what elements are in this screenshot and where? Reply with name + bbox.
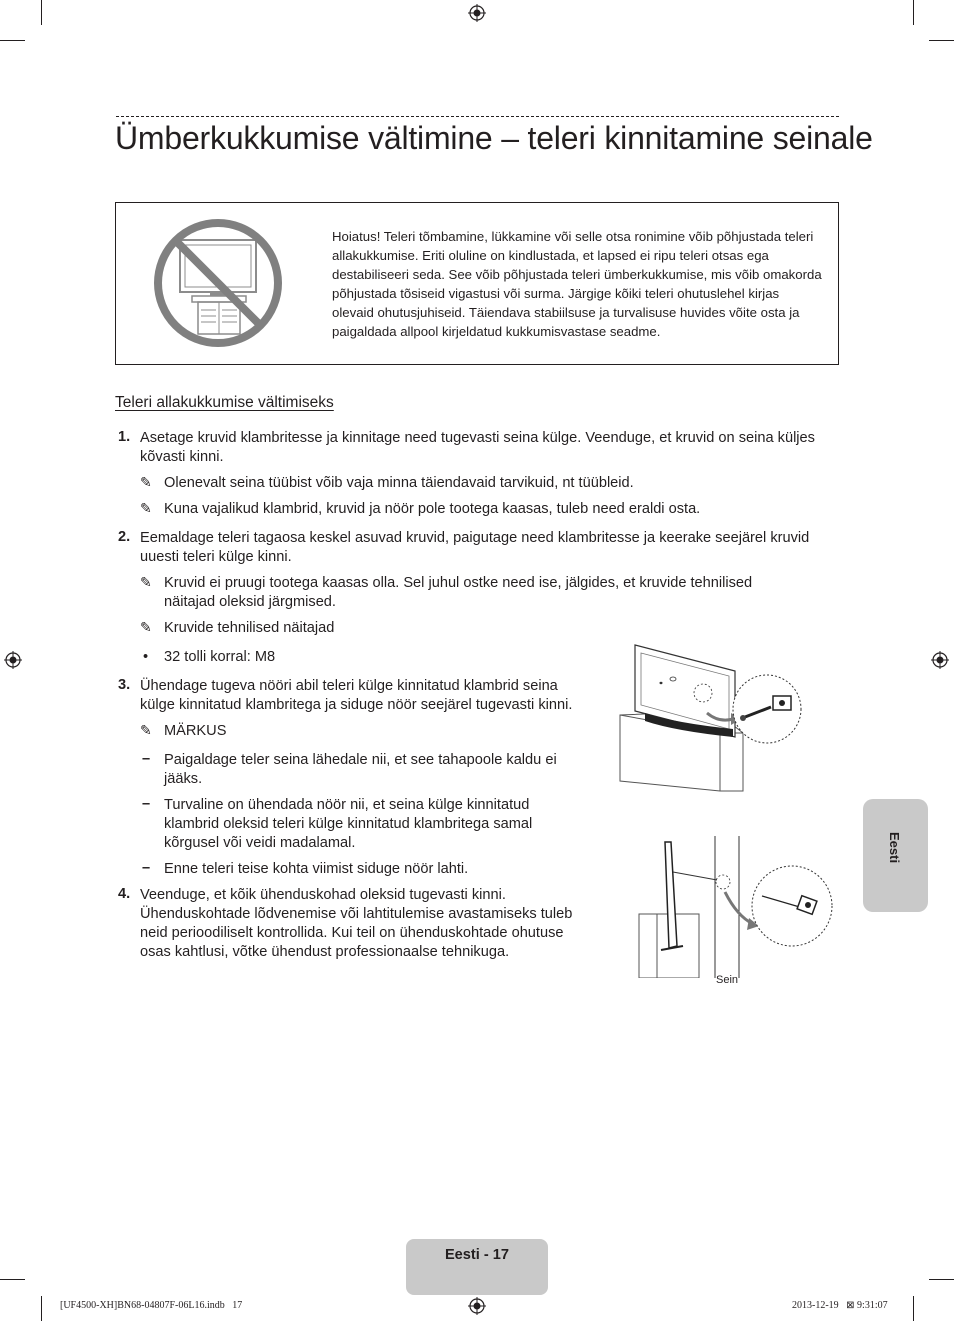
dash-mark: – — [142, 796, 151, 812]
step-text: Veenduge, et kõik ühenduskohad oleksid tugevasti kinni. Ühenduskohtade lõdvenemise või lahtitulemise avastamiseks tuleb neid perioodiliselt kontrollida. Kui teil on ühenduskohtade ohutuse osas kahtlusi, võtke ühendust professionaalse tehnikuga. — [140, 887, 573, 960]
no-climbing-tv-icon — [152, 218, 284, 348]
step-number: 2. — [118, 529, 131, 545]
page-number: Eesti - 17 — [444, 1247, 510, 1263]
step-number: 4. — [118, 886, 131, 902]
crop-mark — [913, 1296, 914, 1321]
dash-item: Enne teleri teise kohta viimist siduge nöör lahti. — [164, 861, 469, 877]
note-text: Kruvid ei pruugi tootega kaasas olla. Sel juhul ostke need ise, jälgides, et kruvide tehnilised näitajad oleksid järgmised. — [164, 575, 753, 610]
crop-mark — [913, 0, 914, 25]
note-icon: ✎ — [140, 474, 152, 490]
crop-mark — [41, 1296, 42, 1321]
step-text: Ühendage tugeva nööri abil teleri külge kinnitatud klambrid seina külge kinnitatud klambritega ja siduge nöör seejärel tugevasti kinni. — [140, 678, 573, 713]
crop-mark — [929, 40, 954, 41]
page-title: Ümberkukkumise vältimine – teleri kinnitamine seinale — [115, 120, 873, 156]
registration-mark-icon — [4, 651, 22, 669]
wall-label: Sein — [716, 974, 739, 986]
bullet-text: 32 tolli korral: M8 — [164, 649, 276, 665]
tv-bracket-illustration — [615, 641, 805, 793]
footer-file-info: [UF4500-XH]BN68-04807F-06L16.indb 17 — [60, 1300, 243, 1311]
registration-mark-icon — [931, 651, 949, 669]
bullet-mark: • — [143, 649, 149, 665]
footer-timestamp: 2013-12-19 ⊠ 9:31:07 — [792, 1300, 888, 1311]
step-text: Eemaldage teleri tagaosa keskel asuvad kruvid, paigutage need klambritesse ja keerake seejärel kruvid uuesti teleri külge kinni. — [140, 530, 810, 565]
dash-mark: – — [142, 860, 151, 876]
registration-mark-icon — [468, 1297, 486, 1315]
note-icon: ✎ — [140, 722, 152, 738]
section-heading: Teleri allakukkumise vältimiseks — [115, 394, 334, 411]
title-rule — [116, 116, 839, 117]
crop-mark — [929, 1279, 954, 1280]
warning-text: Hoiatus! Teleri tõmbamine, lükkamine või selle otsa ronimine võib põhjustada teleri allakukkumise. Eriti oluline on kindlustada, et lapsed ei ripu teleri otsas ega destabiliseeri seda. See võib põhjustada teleri ümberkukkumise, mis võib omakorda põhjustada tõsiseid vigastusi või surma. Järgige kõiki teleri ohutuslehel kirjas olevaid ohutusjuhiseid. Täiendava stabiilsuse ja turvalisuse huvides võite osta ja paigaldada allpool kirjeldatud kukkumisvastase seadme. — [332, 229, 822, 339]
step-number: 1. — [118, 429, 131, 445]
note-icon: ✎ — [140, 500, 152, 516]
note-icon: ✎ — [140, 574, 152, 590]
crop-mark — [0, 1279, 25, 1280]
note-text: Kruvide tehnilised näitajad — [164, 620, 335, 636]
language-tab-label: Eesti — [887, 832, 902, 864]
step-text: Asetage kruvid klambritesse ja kinnitage need tugevasti seina külge. Veenduge, et kruvid on seina küljes kõvasti kinni. — [140, 430, 815, 465]
dash-item: Turvaline on ühendada nöör nii, et seina külge kinnitatud klambrid oleksid teleri külge kinnitatud klambritega samal kõrgusel või veidi madalamal. — [164, 797, 533, 851]
dash-mark: – — [142, 751, 151, 767]
step-number: 3. — [118, 677, 131, 693]
crop-mark — [0, 40, 25, 41]
note-label: MÄRKUS — [164, 723, 227, 739]
note-text: Olenevalt seina tüübist võib vaja minna täiendavaid tarvikuid, nt tüübleid. — [164, 475, 634, 491]
dash-item: Paigaldage teler seina lähedale nii, et see tahapoole kaldu ei jääks. — [164, 752, 557, 787]
tv-wall-cord-illustration — [637, 836, 837, 978]
note-icon: ✎ — [140, 619, 152, 635]
registration-mark-icon — [468, 4, 486, 22]
note-text: Kuna vajalikud klambrid, kruvid ja nöör pole tootega kaasas, tuleb need eraldi osta. — [164, 501, 701, 517]
crop-mark — [41, 0, 42, 25]
